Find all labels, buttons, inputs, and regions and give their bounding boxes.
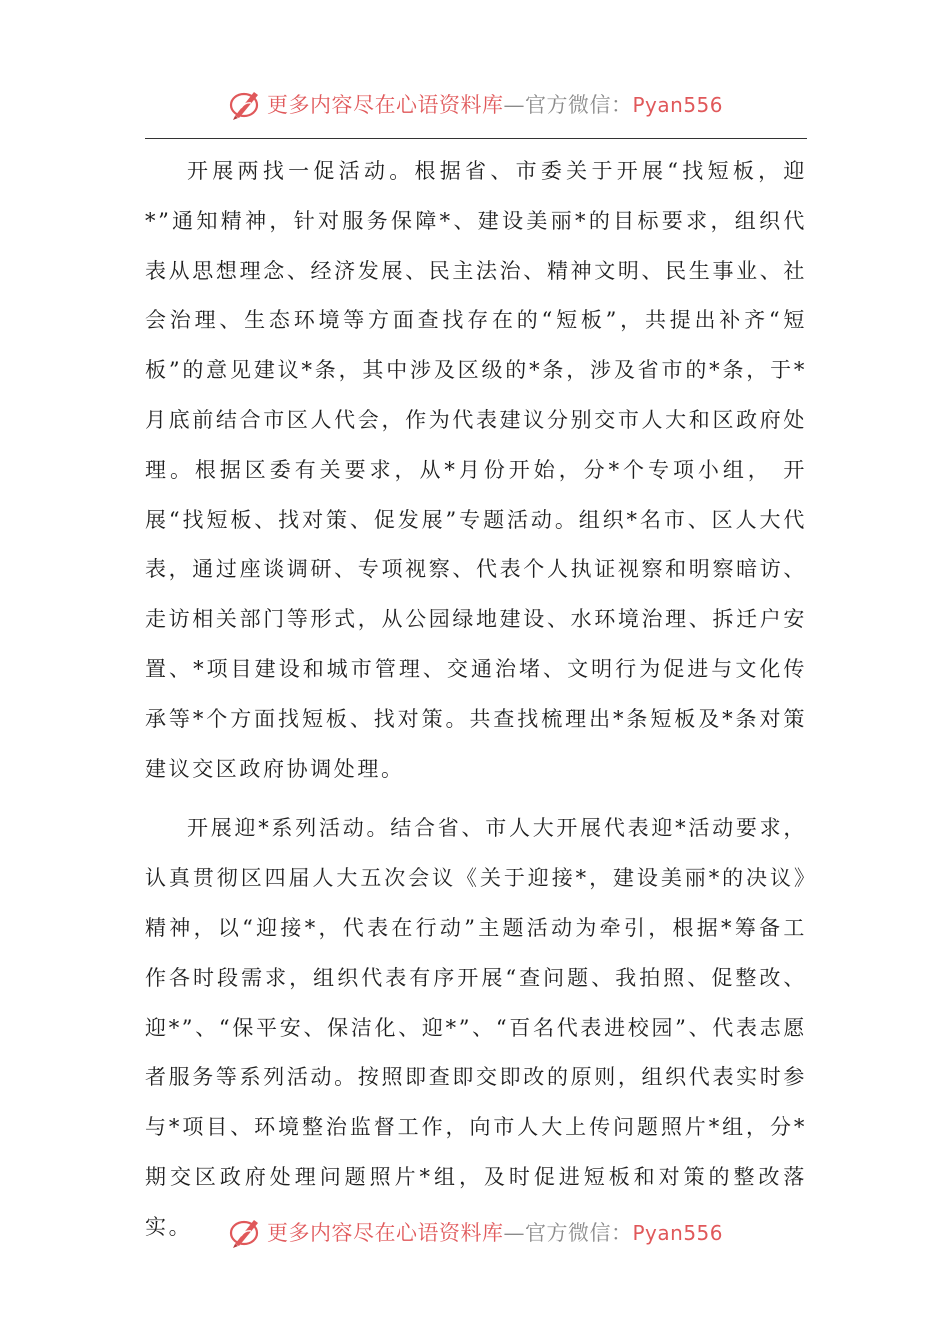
- banner-wechat-id: Pyan556: [632, 93, 723, 117]
- banner-wechat-label: 官方微信：: [524, 93, 633, 117]
- paragraph-two-find-one-promote: 开展两找一促活动。根据省、市委关于开展“找短板，迎*”通知精神，针对服务保障*、建设美丽*的目标要求，组织代表从思想理念、经济发展、民主法治、精神文明、民生事业、社会治理、生态环境等方面查找存在的“短板”，共提出补齐“短板”的意见建议*条，其中涉及区级的*条，涉及省市的*条，于*月底前结合市区人代会，作为代表建议分别交市人大和区政府处理。根据区委有关要求，从*月份开始，分*个专项小组， 开展“找短板、找对策、促发展”专题活动。组织*名市、区人大代表，通过座谈调研、专项视察、代表个人执证视察和明察暗访、走访相关部门等形式，从公园绿地建设、水环境治理、拆迁户安置、*项目建设和城市管理、交通治堵、文明行为促进与文化传承等*个方面找短板、找对策。共查找梳理出*条短板及*条对策建议交区政府协调处理。: [145, 159, 807, 781]
- banner-wechat-id: Pyan556: [632, 1221, 723, 1245]
- header-divider: [145, 138, 807, 139]
- pen-logo-icon: [227, 86, 263, 122]
- pen-logo-icon: [227, 1214, 263, 1250]
- banner-site-name: 更多内容尽在心语资料库: [266, 93, 504, 117]
- header-watermark-banner: [0, 84, 950, 124]
- banner-wechat-label: 官方微信：: [524, 1221, 633, 1245]
- banner-dash: —: [503, 1221, 525, 1245]
- banner-site-name: 更多内容尽在心语资料库: [266, 1221, 504, 1245]
- footer-watermark-banner: [0, 1212, 950, 1252]
- paragraph-welcome-series: 开展迎*系列活动。结合省、市人大开展代表迎*活动要求，认真贯彻区四届人大五次会议《关于迎接*，建设美丽*的决议》精神，以“迎接*，代表在行动”主题活动为牵引，根据*筹备工作各时段需求，组织代表有序开展“查问题、我拍照、促整改、迎*”、“保平安、保洁化、迎*”、“百名代表进校园”、代表志愿者服务等系列活动。按照即查即交即改的原则，组织代表实时参与*项目、环境整治监督工作，向市人大上传问题照片*组，分*期交区政府处理问题照片*组，及时促进短板和对策的整改落实。: [145, 816, 807, 1239]
- document-body: [145, 147, 807, 1253]
- banner-dash: —: [503, 93, 525, 117]
